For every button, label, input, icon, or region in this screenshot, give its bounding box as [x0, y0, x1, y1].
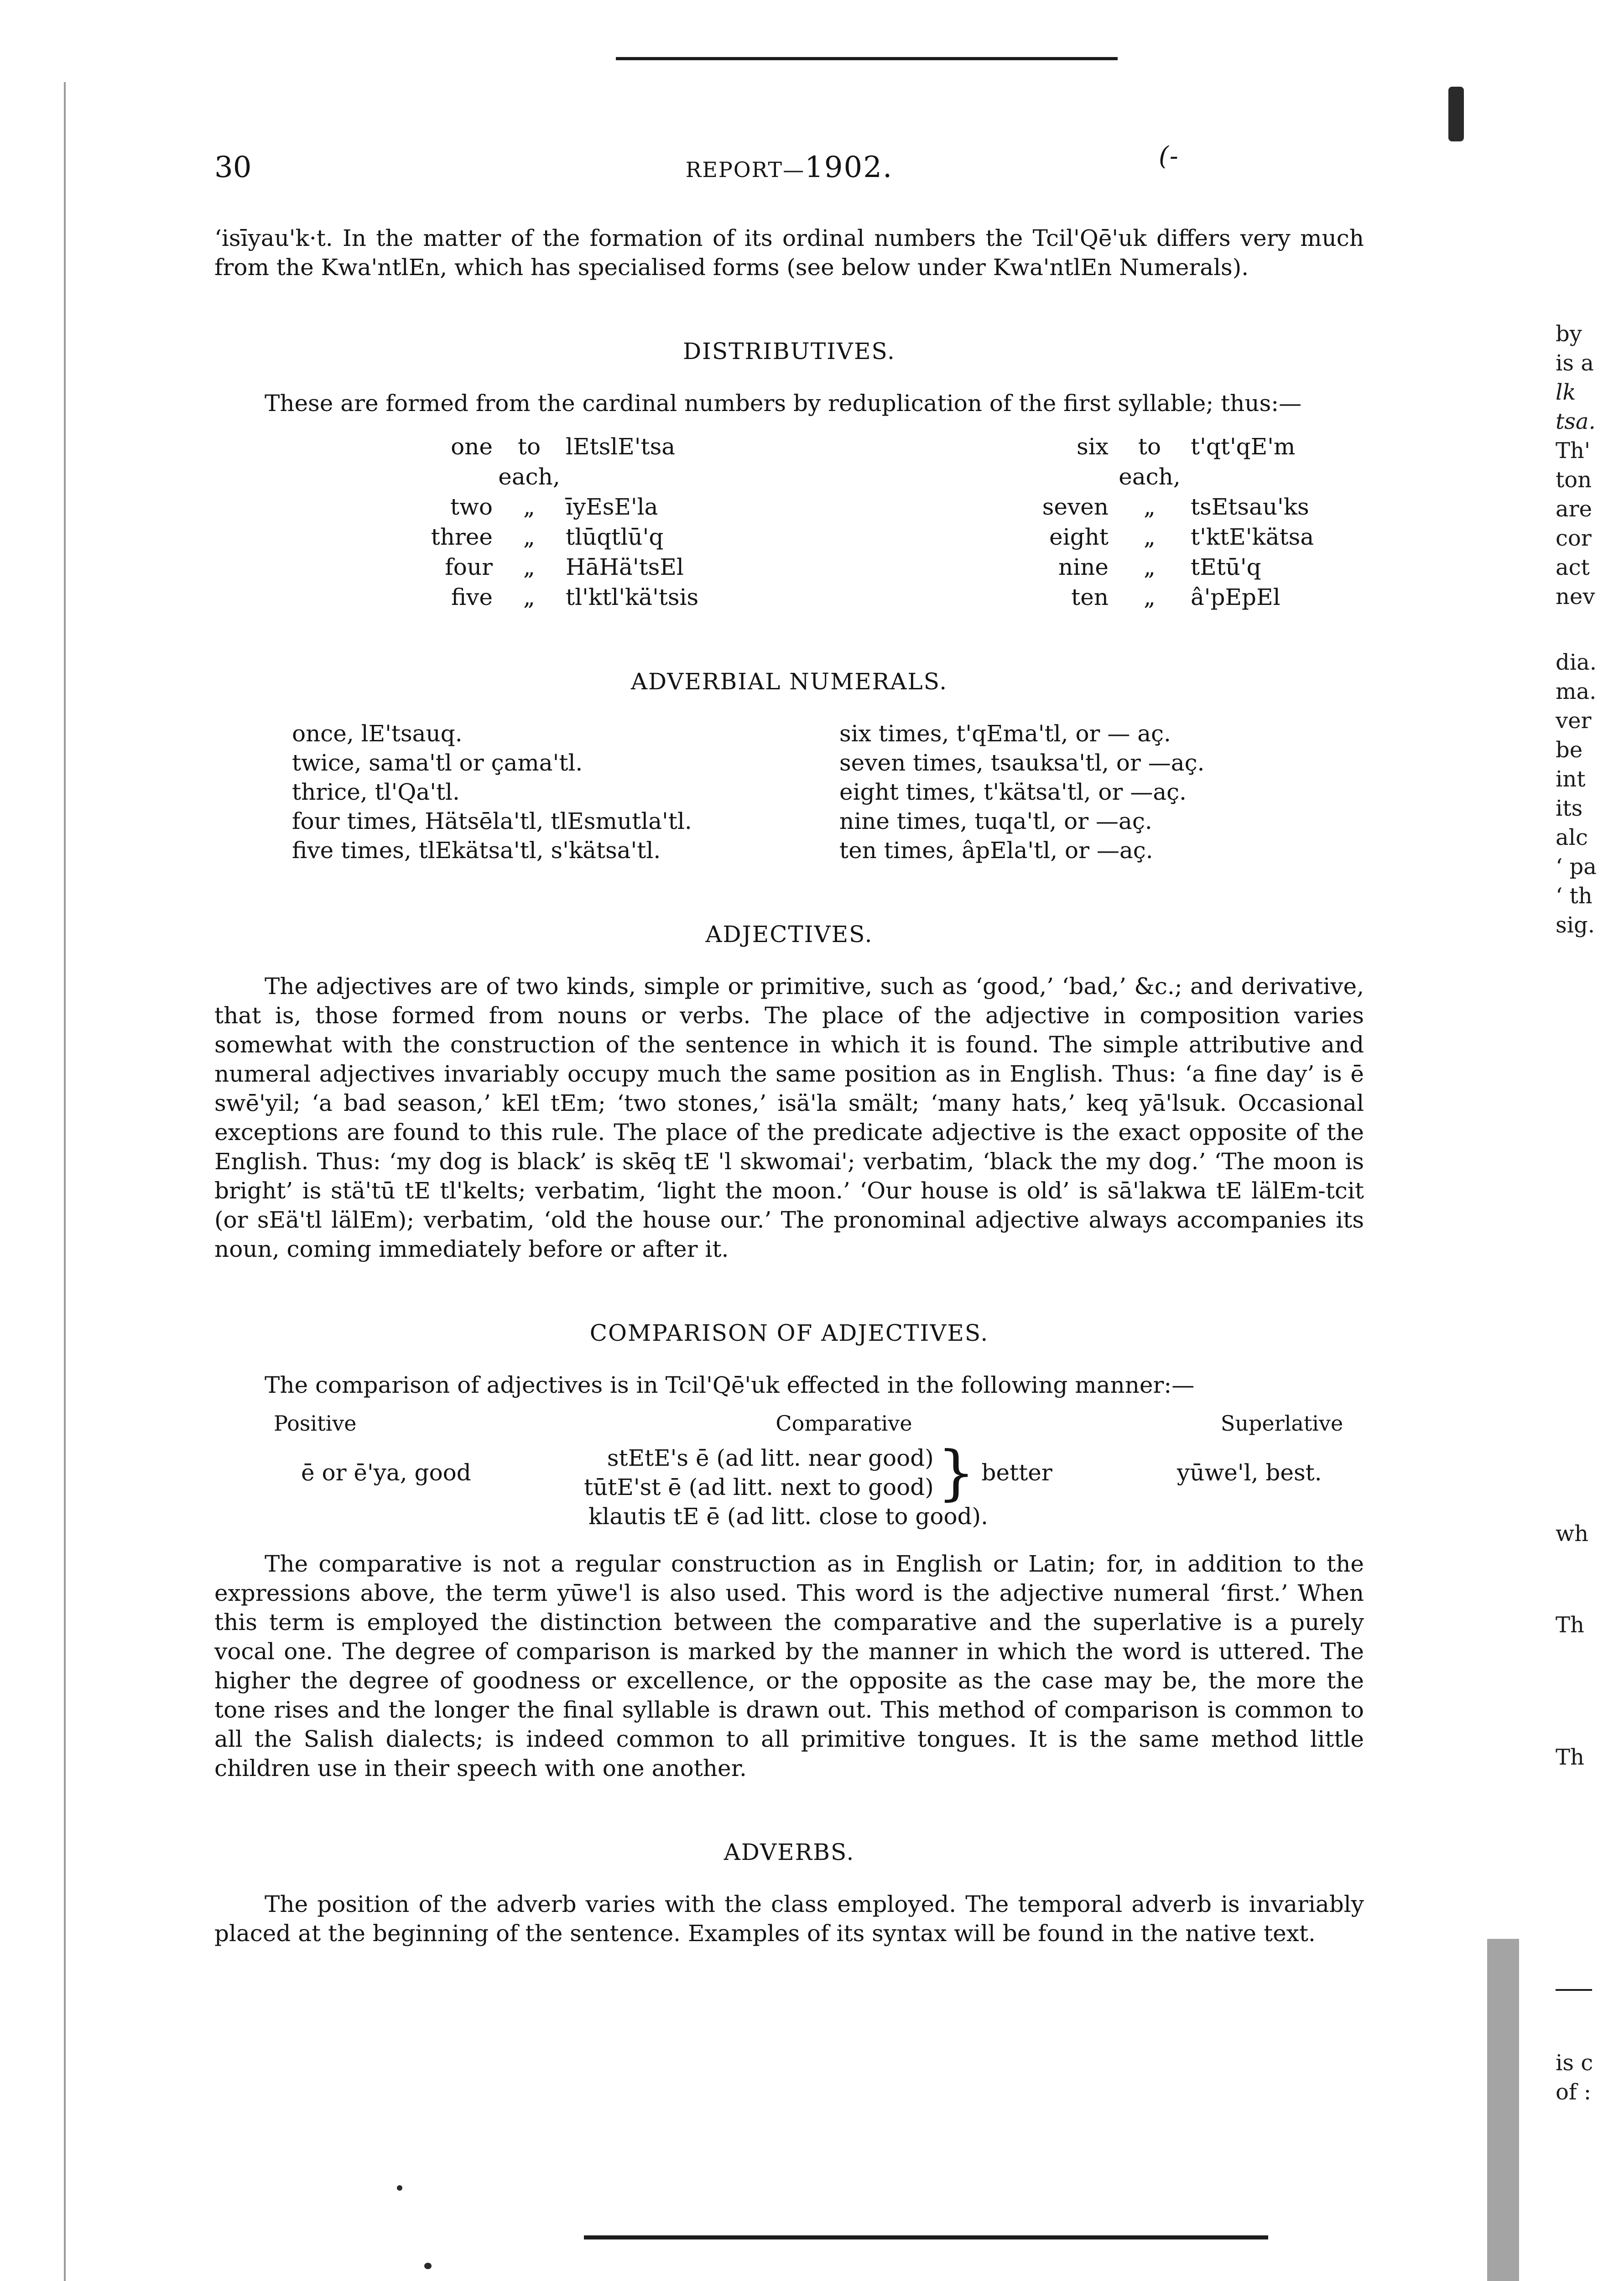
adverbs-heading: ADVERBS.: [724, 1839, 855, 1865]
distributives-table: [214, 432, 1364, 612]
page-number: 30: [214, 151, 252, 184]
speck: [424, 2263, 432, 2269]
left-scan-edge: [64, 82, 66, 2281]
margin-line: dia.: [1556, 650, 1597, 675]
comparison-heading: COMPARISON OF ADJECTIVES.: [589, 1320, 989, 1346]
margin-line: by: [1556, 321, 1582, 347]
comparison-intro: The comparison of adjectives is in Tcil'Qē'uk effected in the following manner:—: [265, 1372, 1195, 1398]
comparative-result: better: [981, 1459, 1052, 1486]
dist-word: tl'ktl'kä'tsis: [566, 584, 699, 610]
page-body: [214, 224, 1364, 1948]
adverbial-left-item: five times, tlEkätsa'tl, s'kätsa'tl.: [292, 837, 661, 864]
dist-num: five: [451, 584, 493, 610]
margin-line: nev: [1556, 584, 1595, 609]
dist-mark: „: [1144, 584, 1156, 610]
dist-word: â'pEpEl: [1191, 584, 1280, 610]
margin-fragment-5: [1556, 1743, 1584, 1772]
bottom-scan-edge: [584, 2235, 1268, 2239]
dist-word: tsEtsau'ks: [1191, 494, 1309, 520]
adverbial-right-item: six times, t'qEma'tl, or — aç.: [839, 720, 1171, 747]
comparative-forms: [584, 1438, 1177, 1531]
speck: [1448, 87, 1464, 141]
top-scan-edge: [616, 57, 1118, 60]
dist-num: three: [431, 524, 493, 550]
comparative-1: stEtE's ē (ad litt. near good): [607, 1445, 934, 1471]
margin-line: Th: [1556, 1745, 1584, 1770]
running-head-label: REPORT—: [685, 157, 805, 182]
adverbial-right-item: eight times, t'kätsa'tl, or —aç.: [839, 779, 1187, 805]
positive-form: ē or ē'ya, good: [301, 1459, 471, 1486]
margin-line: lk: [1556, 380, 1576, 405]
page-header: [214, 141, 1364, 196]
dist-word: HāHä'tsEl: [566, 554, 684, 580]
adverbial-left-item: once, lE'tsauq.: [292, 720, 463, 747]
col-superlative: Superlative: [1220, 1411, 1343, 1436]
adjectives-heading: ADJECTIVES.: [705, 921, 873, 948]
comparison-paragraph: The comparative is not a regular construction as in English or Latin; for, in addition to the expressions above, the term yūwe'l is also used. This word is the adjective numeral ‘first.’ When this term is employed the distinction between the comparative and the superlative is a purely vocal one. The degree of comparison is marked by the manner in which the word is uttered. The higher the degree of goodness or excellence, or the opposite as the case may be, the more the tone rises and the longer the final syllable is drawn out. This method of comparison is common to all the Salish dialects; is indeed common to all primitive tongues. It is the same method little children use in their speech with one another.: [214, 1551, 1364, 1781]
adverbial-right-item: seven times, tsauksa'tl, or —aç.: [839, 750, 1205, 776]
margin-fragment-1: [1556, 319, 1596, 611]
dist-mark: „: [1144, 494, 1156, 520]
distributives-heading: DISTRIBUTIVES.: [683, 338, 895, 365]
dist-num: two: [450, 494, 493, 520]
adverbial-left-item: twice, sama'tl or çama'tl.: [292, 750, 583, 776]
margin-line: are: [1556, 496, 1592, 522]
comparison-table-body: [214, 1438, 1364, 1531]
comparative-3: klautis tE ē (ad litt. close to good).: [588, 1503, 989, 1530]
dist-mark: „: [523, 494, 535, 520]
dist-word: t'ktE'kätsa: [1191, 524, 1314, 550]
margin-fragment-2: [1556, 648, 1597, 940]
margin-line: ton: [1556, 467, 1592, 493]
dist-num: six: [1077, 433, 1109, 460]
margin-line: Th': [1556, 438, 1591, 463]
dist-num: one: [451, 433, 493, 460]
margin-line: its: [1556, 796, 1583, 821]
dist-word: tEtū'q: [1191, 554, 1261, 580]
dist-word: tlūqtlū'q: [566, 524, 664, 550]
adverbial-numerals-heading: ADVERBIAL NUMERALS.: [630, 668, 948, 695]
margin-line: of :: [1556, 2079, 1592, 2105]
margin-line: tsa.: [1556, 409, 1596, 434]
dist-mark: „: [523, 554, 535, 580]
margin-line: Th: [1556, 1612, 1584, 1638]
dist-word: t'qt'qE'm: [1191, 433, 1296, 460]
dist-mark: to each,: [498, 433, 560, 490]
margin-line: ‘ th: [1556, 883, 1593, 909]
adverbial-right-item: nine times, tuqa'tl, or —aç.: [839, 808, 1152, 834]
margin-fragment-4: [1556, 1610, 1584, 1640]
dist-num: four: [445, 554, 493, 580]
margin-line: sig.: [1556, 912, 1595, 938]
comparison-table-header: [214, 1409, 1364, 1438]
comparative-lines: [584, 1443, 934, 1502]
margin-line: is a: [1556, 350, 1594, 376]
brace: }: [937, 1438, 975, 1507]
speck: [397, 2185, 402, 2191]
right-fold-shadow: [1487, 1939, 1519, 2281]
margin-fragment-3: [1556, 1519, 1588, 1548]
handwritten-mark: (-: [1159, 141, 1179, 171]
adverbial-right-item: ten times, âpEla'tl, or —aç.: [839, 837, 1153, 864]
margin-line: alc: [1556, 825, 1588, 850]
adverbs-paragraph: The position of the adverb varies with the class employed. The temporal adverb is invariably placed at the beginning of the sentence. Examples of its syntax will be found in the native text.: [214, 1891, 1364, 1947]
running-head-year: 1902.: [805, 151, 893, 184]
running-head: [214, 141, 1364, 184]
margin-line: is c: [1556, 2050, 1593, 2076]
dist-num: nine: [1058, 554, 1109, 580]
dist-num: ten: [1071, 584, 1109, 610]
adjectives-paragraph: The adjectives are of two kinds, simple or primitive, such as ‘good,’ ‘bad,’ &c.; and derivative, that is, those formed from nouns or verbs. The place of the adjective in composition varies somewhat with the construction of the sentence in which it is found. The simple attributive and numeral adjectives invariably occupy much the same position as in English. Thus: ‘a fine day’ is ē swē'yil; ‘a bad season,’ kEl tEm; ‘two stones,’ isä'la smält; ‘many hats,’ keq yā'lsuk. Occasional exceptions are found to this rule. The place of the predicate adjective is the exact opposite of the English. Thus: ‘my dog is black’ is skēq tE 'l skwomai'; verbatim, ‘black the my dog.’ ‘The moon is bright’ is stä'tū tE tl'kelts; verbatim, ‘light the moon.’ ‘Our house is old’ is sā'lakwa tE lälEm-tcit (or sEä'tl lälEm); verbatim, ‘old the house our.’ The pronominal adjective always accompanies its noun, coming immediately before or after it.: [214, 973, 1364, 1262]
dist-mark: „: [1144, 524, 1156, 550]
margin-line: ‘ pa: [1556, 854, 1597, 880]
dist-mark: „: [523, 524, 535, 550]
dist-word: lEtslE'tsa: [566, 433, 676, 460]
dist-num: eight: [1049, 524, 1109, 550]
adverbial-left-item: four times, Hätsēla'tl, tlEsmutla'tl.: [292, 808, 692, 834]
margin-line: wh: [1556, 1521, 1588, 1547]
dist-mark: to each,: [1119, 433, 1181, 490]
comparative-brace-group: [584, 1438, 1177, 1507]
dist-mark: „: [1144, 554, 1156, 580]
margin-line: cor: [1556, 526, 1592, 551]
dist-mark: „: [523, 584, 535, 610]
col-comparative: Comparative: [776, 1411, 912, 1436]
col-positive: Positive: [274, 1411, 357, 1436]
distributives-paragraph: These are formed from the cardinal numbers by reduplication of the first syllable; thus:—: [265, 390, 1302, 417]
superlative-form: yūwe'l, best.: [1177, 1459, 1322, 1486]
dist-word: īyEsE'la: [566, 494, 658, 520]
adverbial-left-item: thrice, tl'Qa'tl.: [292, 779, 460, 805]
margin-line: ma.: [1556, 679, 1597, 704]
dist-num: seven: [1042, 494, 1109, 520]
margin-rule: [1556, 1989, 1592, 1991]
margin-line: act: [1556, 555, 1590, 580]
margin-line: int: [1556, 766, 1586, 792]
adverbial-numerals-table: [214, 719, 1364, 865]
intro-paragraph: ‘isīyau'k·t. In the matter of the formation of its ordinal numbers the Tcil'Qē'uk differs very much from the Kwa'ntlEn, which has specialised forms (see below under Kwa'ntlEn Numerals).: [214, 225, 1364, 281]
comparative-2: tūtE'st ē (ad litt. next to good): [584, 1474, 934, 1500]
margin-fragment-6: [1556, 2048, 1593, 2107]
margin-line: be: [1556, 737, 1583, 763]
margin-line: ver: [1556, 708, 1592, 734]
